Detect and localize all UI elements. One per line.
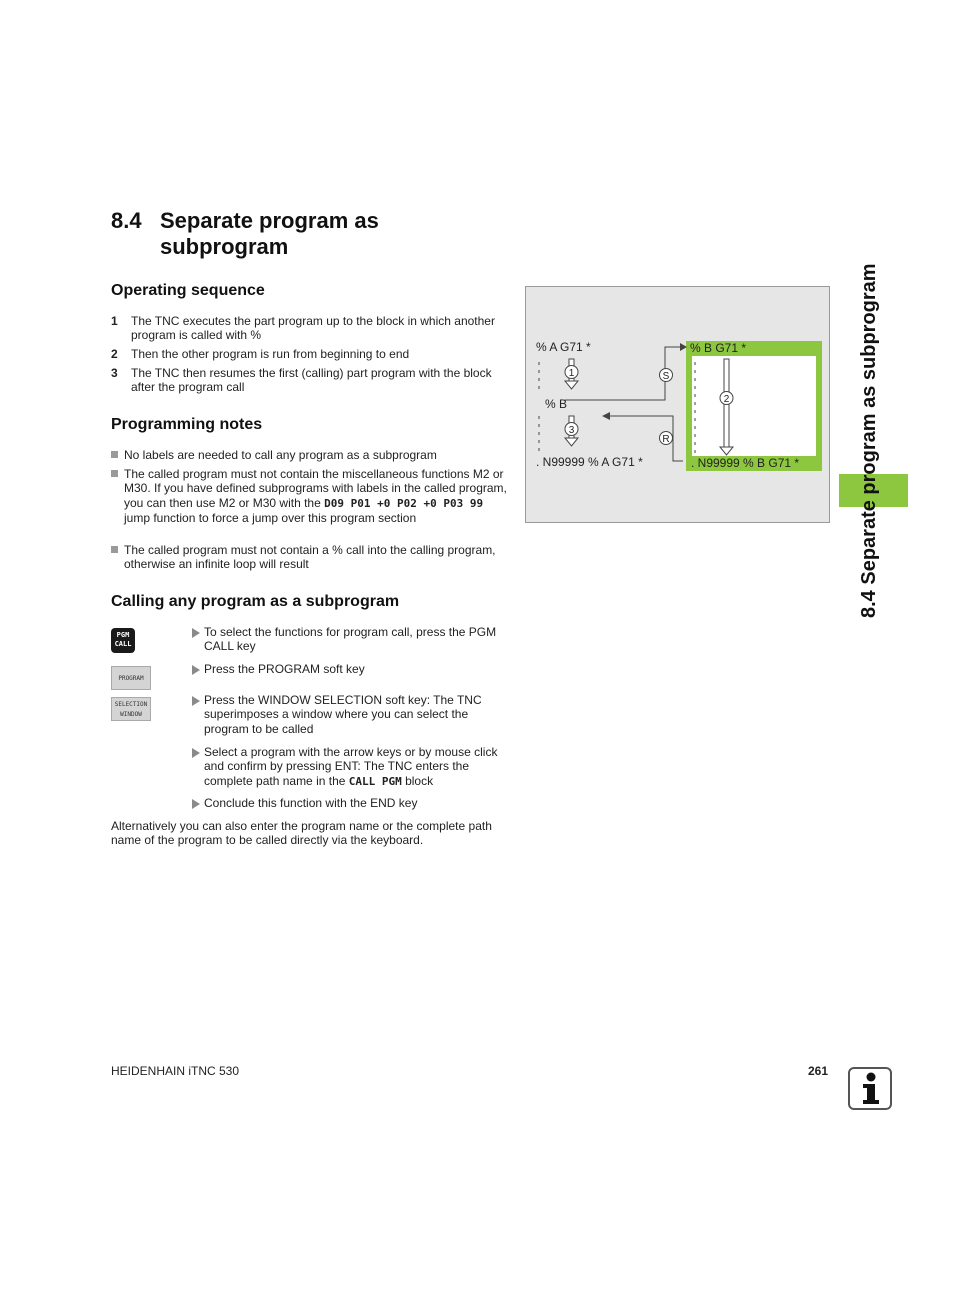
marker-2: 2 bbox=[723, 394, 730, 405]
subprogram-diagram bbox=[525, 286, 830, 523]
info-icon bbox=[848, 1067, 892, 1110]
programming-notes-heading: Programming notes bbox=[111, 416, 263, 433]
instruction-text: Select a program with the arrow keys or by mouse click and confirm by pressing ENT: The TNC enters the complete path name in the bbox=[204, 745, 498, 788]
step-number: 3 bbox=[111, 366, 118, 380]
instruction-item bbox=[192, 662, 507, 676]
calling-heading: Calling any program as a subprogram bbox=[111, 593, 400, 610]
step-number: 1 bbox=[111, 314, 118, 328]
left-start-label: % A G71 * bbox=[536, 340, 591, 354]
jump-code: D09 P01 +0 P02 +0 P03 99 bbox=[324, 496, 484, 510]
note-text: The called program must not contain the miscellaneous functions M2 or M30. If you have defined subprograms with labels in the called program, you can then use M2 or M30 with the bbox=[124, 467, 507, 510]
arrow-icon bbox=[192, 628, 200, 638]
note-text: The called program must not contain a % call into the calling program, otherwise an infinite loop will result bbox=[124, 543, 496, 572]
footer-manual: HEIDENHAIN iTNC 530 bbox=[111, 1064, 240, 1078]
arrow-icon bbox=[192, 799, 200, 809]
note-text: jump function to force a jump over this program section bbox=[124, 511, 417, 526]
side-title-text: 8.4 Separate program as subprogram bbox=[858, 263, 880, 618]
note-item bbox=[111, 467, 511, 526]
bullet-icon bbox=[111, 451, 118, 458]
alternative-text: Alternatively you can also enter the program name or the complete path name of the program to be called directly via the keyboard. bbox=[111, 819, 492, 848]
marker-3: 3 bbox=[568, 425, 575, 436]
page-number: 261 bbox=[808, 1064, 829, 1078]
program-softkey[interactable] bbox=[111, 666, 151, 690]
bullet-icon bbox=[111, 546, 118, 553]
program-b-inner bbox=[692, 356, 816, 456]
step-text: The TNC then resumes the first (calling) part program with the block after the program call bbox=[131, 366, 492, 395]
instruction-item bbox=[192, 796, 507, 810]
instruction-text: Press the PROGRAM soft key bbox=[204, 662, 365, 676]
key-label: WINDOW bbox=[120, 711, 142, 718]
side-title bbox=[858, 208, 882, 618]
call-arrowhead bbox=[680, 343, 687, 351]
instruction-item bbox=[192, 693, 507, 736]
marker-1: 1 bbox=[568, 368, 575, 379]
selection-window-softkey[interactable] bbox=[111, 697, 151, 721]
left-end-label: . N99999 % A G71 * bbox=[536, 455, 643, 469]
arrow-icon bbox=[192, 748, 200, 758]
instruction-item bbox=[192, 745, 507, 789]
right-start-label: % B G71 * bbox=[690, 341, 747, 355]
key-label: PROGRAM bbox=[118, 675, 144, 682]
section-title: Separate program as subprogram bbox=[160, 208, 379, 259]
instruction-text: Press the WINDOW SELECTION soft key: The TNC superimposes a window where you can select the program to be called bbox=[204, 693, 482, 736]
arrow-icon bbox=[192, 665, 200, 675]
return-arrowhead bbox=[602, 412, 610, 420]
step-text: The TNC executes the part program up to the block in which another program is called with % bbox=[131, 314, 495, 343]
bullet-icon bbox=[111, 470, 118, 477]
key-label: SELECTION bbox=[114, 701, 148, 708]
call-pgm-code: CALL PGM bbox=[348, 774, 402, 788]
left-call-label: % B bbox=[545, 397, 568, 411]
pgm-call-key[interactable] bbox=[111, 628, 135, 653]
step-number: 2 bbox=[111, 347, 118, 361]
instruction-text: To select the functions for program call, press the PGM CALL key bbox=[204, 625, 497, 654]
note-item bbox=[111, 448, 511, 462]
key-label: CALL bbox=[114, 640, 132, 648]
marker-r: R bbox=[662, 434, 670, 445]
right-end-label: . N99999 % B G71 * bbox=[691, 456, 800, 470]
instruction-text: Conclude this function with the END key bbox=[204, 796, 418, 810]
note-item bbox=[111, 543, 511, 572]
note-text: No labels are needed to call any program as a subprogram bbox=[124, 448, 437, 462]
key-label: PGM bbox=[116, 631, 130, 639]
arrow-icon bbox=[192, 696, 200, 706]
instruction-item bbox=[192, 625, 507, 654]
operating-sequence-heading: Operating sequence bbox=[111, 282, 265, 299]
marker-s: S bbox=[662, 371, 670, 382]
section-number: 8.4 bbox=[111, 208, 142, 233]
step-text: Then the other program is run from beginning to end bbox=[131, 347, 410, 361]
instruction-text: block bbox=[405, 773, 434, 788]
